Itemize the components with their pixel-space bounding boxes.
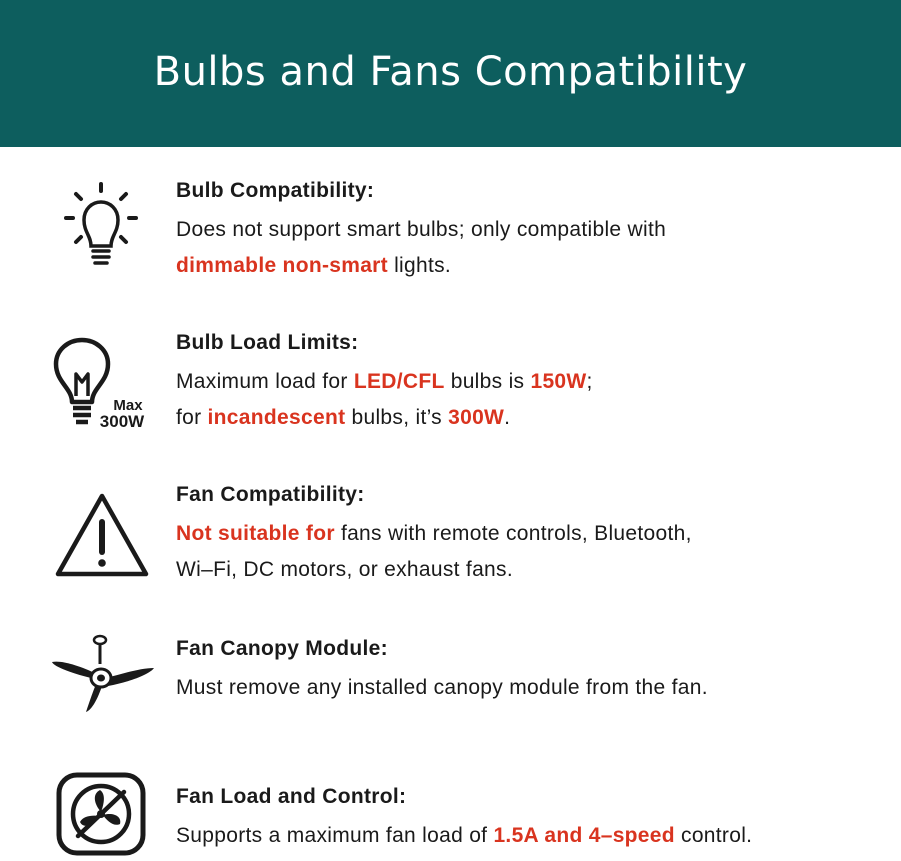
- warning-triangle-icon: [52, 490, 152, 587]
- icon-label-wattage: 300W: [99, 412, 145, 431]
- description-text: lights.: [387, 254, 452, 277]
- highlight-text: Not suitable for: [176, 522, 335, 545]
- header-banner: [0, 0, 901, 147]
- description-line: [176, 364, 593, 400]
- description-text: Does not support smart bulbs; only compatible with: [176, 218, 667, 241]
- item-title: Bulb Load Limits:: [176, 331, 359, 354]
- item-description: [176, 364, 593, 436]
- description-text: bulbs, it’s: [345, 406, 449, 429]
- description-line: [176, 552, 692, 588]
- highlight-text: dimmable non-smart: [176, 254, 388, 277]
- description-text: bulbs is: [444, 370, 531, 393]
- fan-load-control-text: [176, 784, 752, 854]
- item-description: [176, 212, 666, 284]
- description-text: Maximum load for: [176, 370, 354, 393]
- description-line: [176, 516, 692, 552]
- description-text: control.: [674, 824, 753, 847]
- description-line: [176, 248, 666, 284]
- highlight-text: 1.5A and 4–speed: [493, 824, 675, 847]
- highlight-text: incandescent: [207, 406, 346, 429]
- bulb-max-load-icon: [52, 336, 152, 437]
- item-title: Fan Compatibility:: [176, 483, 365, 506]
- item-title: Bulb Compatibility:: [176, 179, 375, 202]
- highlight-text: 150W: [530, 370, 587, 393]
- description-line: [176, 400, 593, 436]
- description-line: [176, 670, 708, 706]
- item-title: Fan Load and Control:: [176, 785, 407, 808]
- page-title: Bulbs and Fans Compatibility: [153, 48, 748, 95]
- bulb-load-limits-text: [176, 330, 593, 436]
- icon-label-max: Max: [113, 397, 143, 414]
- description-line: [176, 212, 666, 248]
- fan-canopy-module-text: [176, 636, 708, 706]
- item-description: [176, 670, 708, 706]
- ceiling-fan-icon: [50, 634, 156, 719]
- description-text: .: [504, 406, 511, 429]
- description-text: fans with remote controls, Bluetooth,: [334, 522, 692, 545]
- highlight-text: LED/CFL: [353, 370, 445, 393]
- item-description: [176, 516, 692, 588]
- description-text: for: [176, 406, 208, 429]
- description-line: [176, 818, 752, 854]
- item-title: Fan Canopy Module:: [176, 637, 388, 660]
- fan-compatibility-text: [176, 482, 692, 588]
- item-description: [176, 818, 752, 854]
- highlight-text: 300W: [448, 406, 505, 429]
- description-text: Must remove any installed canopy module from the fan.: [176, 676, 708, 699]
- no-fan-icon: [56, 772, 146, 861]
- description-text: Wi–Fi, DC motors, or exhaust fans.: [176, 558, 513, 581]
- description-text: Supports a maximum fan load of: [176, 824, 494, 847]
- bulb-compatibility-text: [176, 178, 666, 284]
- lightbulb-icon: [60, 180, 144, 277]
- description-text: ;: [586, 370, 593, 393]
